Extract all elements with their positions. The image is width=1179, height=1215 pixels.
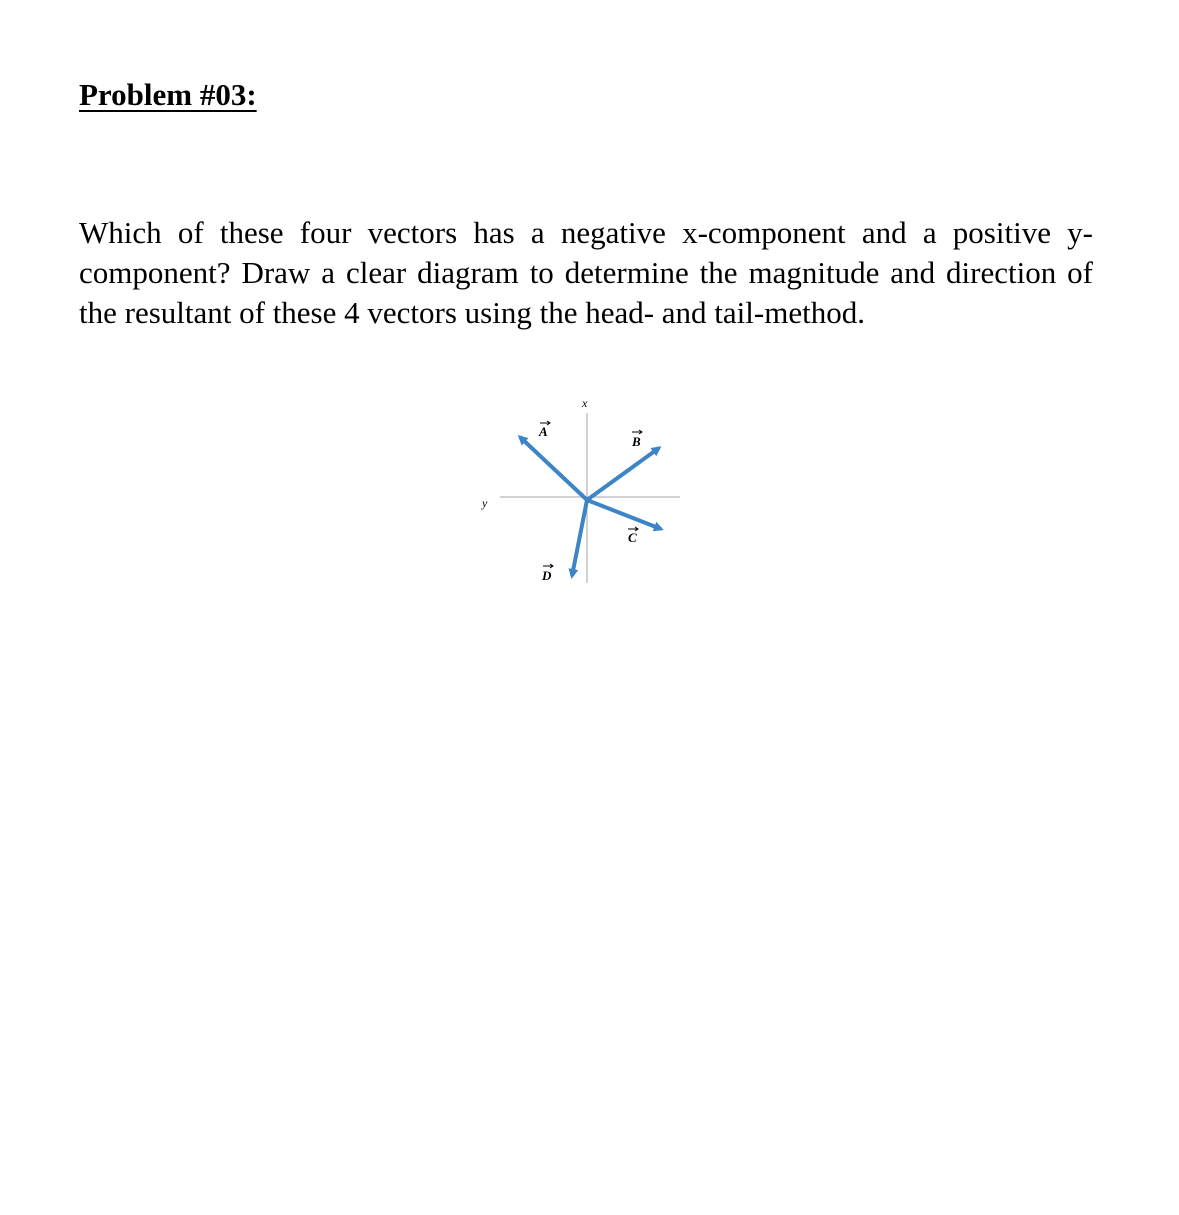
svg-text:D: D — [542, 568, 552, 583]
vector-c-label — [628, 527, 638, 545]
svg-text:A: A — [539, 424, 548, 439]
vector-c-arrow — [587, 500, 661, 529]
vector-a-label — [538, 421, 550, 439]
problem-heading: Problem #03: — [79, 77, 257, 112]
svg-text:C: C — [628, 530, 637, 545]
y-axis-label: y — [482, 496, 488, 510]
question-text: Which of these four vectors has a negative x-component and a positive y-component? Draw a clear diagram to determine the magnitude and direction of the resultant of these 4 vectors using the head- and tail-method. — [79, 215, 1093, 330]
x-axis-label: x — [582, 396, 588, 410]
vector-a-arrow — [520, 437, 587, 500]
vector-d-arrow — [572, 500, 587, 576]
svg-text:B: B — [632, 434, 641, 449]
vector-b-arrow — [587, 448, 659, 500]
vector-b-label — [631, 430, 642, 449]
vector-d-label — [541, 564, 553, 583]
